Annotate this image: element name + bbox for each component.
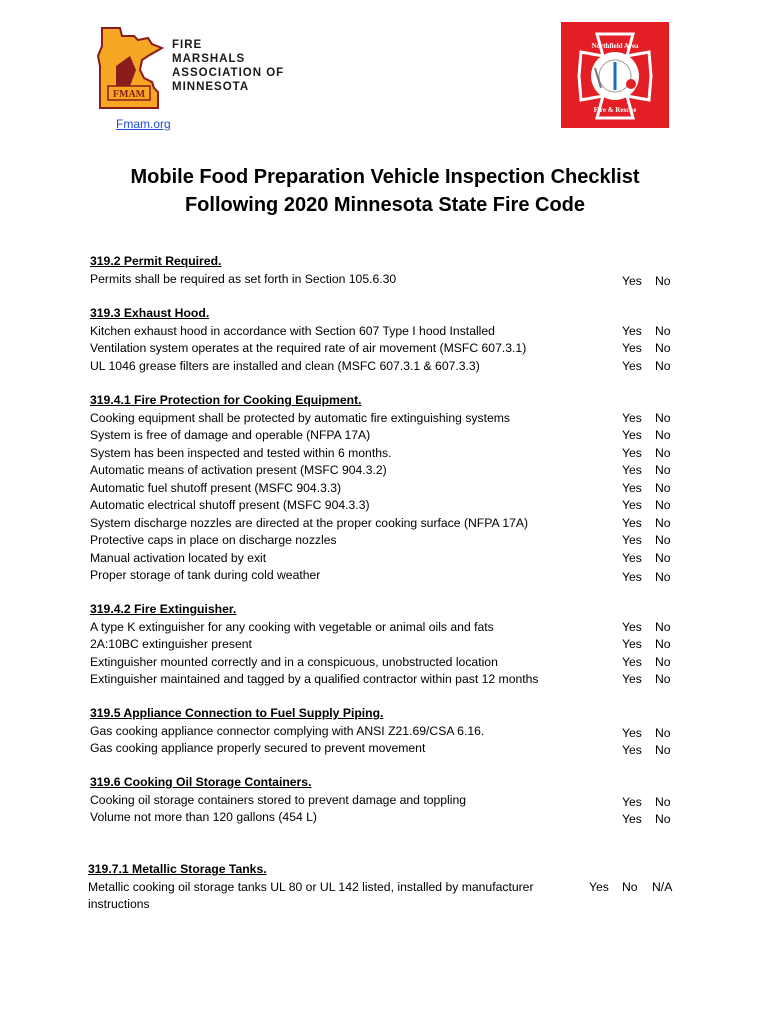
checklist-row	[90, 480, 690, 498]
yes-option[interactable]: Yes	[622, 498, 642, 512]
no-option[interactable]: No	[655, 463, 671, 477]
checklist-row	[90, 654, 690, 672]
section-heading: 319.2 Permit Required.	[90, 254, 222, 268]
yes-option[interactable]: Yes	[622, 743, 642, 757]
checklist-item-text: Automatic fuel shutoff present (MSFC 904.3.3)	[90, 480, 342, 495]
checklist-item-text: System discharge nozzles are directed at the proper cooking surface (NFPA 17A)	[90, 515, 529, 530]
checklist-item-text: Cooking oil storage containers stored to prevent damage and toppling	[90, 792, 467, 807]
checklist-row	[90, 323, 690, 341]
yes-option[interactable]: Yes	[622, 273, 642, 288]
fmam-website-link[interactable]: Fmam.org	[116, 117, 171, 131]
section-appliance-connection	[90, 705, 690, 758]
yes-option[interactable]: Yes	[622, 812, 642, 826]
section-permit-required	[90, 253, 690, 288]
page-subtitle: Following 2020 Minnesota State Fire Code	[184, 194, 586, 216]
section-heading: 319.4.2 Fire Extinguisher.	[90, 602, 237, 616]
org-name-line-2: MARSHALS	[172, 53, 246, 65]
checklist-row	[90, 462, 690, 480]
checklist-item-text: A type K extinguisher for any cooking with vegetable or animal oils and fats	[90, 619, 494, 634]
org-name-line-3: ASSOCIATION OF	[172, 67, 285, 79]
section-metallic-storage-tanks	[88, 861, 688, 914]
maltese-cross-icon	[561, 22, 669, 128]
checklist-item-text: Volume not more than 120 gallons (454 L)	[90, 810, 317, 824]
section-heading: 319.3 Exhaust Hood.	[90, 306, 210, 320]
checklist-item-text: Ventilation system operates at the required rate of air movement (MSFC 607.3.1)	[90, 341, 527, 355]
checklist-row	[90, 740, 690, 758]
checklist-row	[90, 271, 690, 289]
no-option[interactable]: No	[655, 725, 671, 740]
no-option[interactable]: No	[655, 812, 671, 826]
org-name-line-4: MINNESOTA	[172, 81, 250, 93]
yes-option[interactable]: Yes	[622, 410, 642, 425]
no-option[interactable]: No	[655, 410, 671, 425]
checklist-row	[90, 671, 690, 689]
section-heading: 319.4.1 Fire Protection for Cooking Equipment.	[90, 393, 362, 407]
yes-option[interactable]: Yes	[622, 619, 642, 634]
no-option[interactable]: No	[655, 654, 671, 669]
rescue-logo-top-text: Northfield Area	[591, 42, 639, 50]
fire-rescue-logo	[561, 22, 669, 128]
na-option[interactable]: N/A	[652, 879, 673, 894]
checklist-item-text: Extinguisher maintained and tagged by a qualified contractor within past 12 months	[90, 672, 539, 686]
checklist-item-text: Kitchen exhaust hood in accordance with Section 607 Type I hood Installed	[90, 323, 495, 338]
section-heading: 319.7.1 Metallic Storage Tanks.	[88, 862, 267, 876]
checklist-item-text: Cooking equipment shall be protected by automatic fire extinguishing systems	[90, 410, 511, 425]
no-option[interactable]: No	[655, 480, 671, 495]
no-option[interactable]: No	[655, 637, 671, 651]
no-option[interactable]: No	[655, 273, 671, 288]
yes-option[interactable]: Yes	[622, 550, 642, 565]
checklist-row	[90, 515, 690, 533]
checklist-item-text: Protective caps in place on discharge nozzles	[90, 533, 337, 547]
checklist-row	[90, 532, 690, 550]
yes-option[interactable]: Yes	[622, 358, 642, 373]
no-option[interactable]: No	[655, 428, 671, 442]
checklist-row	[90, 567, 690, 585]
section-fire-protection-cooking	[90, 392, 690, 585]
no-option[interactable]: No	[655, 550, 671, 565]
yes-option[interactable]: Yes	[622, 480, 642, 495]
no-option[interactable]: No	[655, 445, 671, 460]
yes-option[interactable]: Yes	[622, 341, 642, 355]
section-heading: 319.6 Cooking Oil Storage Containers.	[90, 775, 312, 789]
no-option[interactable]: No	[655, 619, 671, 634]
yes-option[interactable]: Yes	[622, 654, 642, 669]
checklist-item-text: Manual activation located by exit	[90, 550, 267, 565]
no-option[interactable]: No	[655, 570, 671, 584]
yes-option[interactable]: Yes	[622, 463, 642, 477]
yes-option[interactable]: Yes	[622, 515, 642, 530]
checklist-row	[90, 809, 690, 827]
checklist-row	[90, 358, 690, 376]
yes-option[interactable]: Yes	[622, 794, 642, 809]
section-cooking-oil-storage	[90, 774, 690, 827]
no-option[interactable]: No	[622, 879, 638, 894]
fmam-badge-text: FMAM	[112, 89, 146, 100]
checklist-row	[90, 427, 690, 445]
checklist-item-text: 2A:10BC extinguisher present	[90, 637, 252, 651]
checklist-item-text: Proper storage of tank during cold weather	[90, 568, 321, 582]
checklist-row	[90, 340, 690, 358]
checklist-item-text: System has been inspected and tested within 6 months.	[90, 445, 392, 460]
checklist-row	[90, 792, 690, 810]
checklist-row	[90, 723, 690, 741]
checklist-item-text: System is free of damage and operable (NFPA 17A)	[90, 428, 371, 442]
page-title: Mobile Food Preparation Vehicle Inspection Checklist	[130, 166, 640, 188]
yes-option[interactable]: Yes	[589, 879, 609, 894]
org-name-line-1: FIRE	[172, 39, 203, 51]
checklist-item-text: Permits shall be required as set forth in Section 105.6.30	[90, 271, 397, 286]
checklist-row	[90, 497, 690, 515]
no-option[interactable]: No	[655, 533, 671, 547]
yes-option[interactable]: Yes	[622, 533, 642, 547]
no-option[interactable]: No	[655, 794, 671, 809]
checklist-item-text: Automatic electrical shutoff present (MSFC 904.3.3)	[90, 498, 370, 512]
fmam-logo	[96, 26, 296, 110]
checklist-item-text: Metallic cooking oil storage tanks UL 80 or UL 142 listed, installed by manufacturer instructions	[88, 879, 534, 911]
checklist-item-text: Automatic means of activation present (MSFC 904.3.2)	[90, 463, 387, 477]
checklist-row	[90, 410, 690, 428]
checklist-item-text: Gas cooking appliance connector complying with ANSI Z21.69/CSA 6.16.	[90, 723, 485, 738]
no-option[interactable]: No	[655, 358, 671, 373]
yes-option[interactable]: Yes	[622, 428, 642, 442]
minnesota-map-icon	[96, 26, 172, 110]
yes-option[interactable]: Yes	[622, 445, 642, 460]
rescue-logo-bottom-text: Fire & Rescue	[593, 106, 637, 114]
no-option[interactable]: No	[655, 515, 671, 530]
checklist-item-text: Gas cooking appliance properly secured to prevent movement	[90, 741, 426, 755]
checklist-row	[90, 445, 690, 463]
section-exhaust-hood	[90, 305, 690, 375]
checklist-row	[90, 619, 690, 637]
yes-option[interactable]: Yes	[622, 323, 642, 338]
checklist-item-text: UL 1046 grease filters are installed and clean (MSFC 607.3.1 & 607.3.3)	[90, 358, 480, 373]
yes-option[interactable]: Yes	[622, 637, 642, 651]
no-option[interactable]: No	[655, 341, 671, 355]
yes-option[interactable]: Yes	[622, 725, 642, 740]
section-heading: 319.5 Appliance Connection to Fuel Supply Piping.	[90, 706, 384, 720]
section-fire-extinguisher	[90, 601, 690, 689]
checklist-item-text: Extinguisher mounted correctly and in a conspicuous, unobstructed location	[90, 654, 498, 669]
no-option[interactable]: No	[655, 498, 671, 512]
yes-option[interactable]: Yes	[622, 672, 642, 686]
yes-option[interactable]: Yes	[622, 570, 642, 584]
checklist-row	[90, 636, 690, 654]
checklist-row	[90, 550, 690, 568]
no-option[interactable]: No	[655, 323, 671, 338]
no-option[interactable]: No	[655, 672, 671, 686]
no-option[interactable]: No	[655, 743, 671, 757]
